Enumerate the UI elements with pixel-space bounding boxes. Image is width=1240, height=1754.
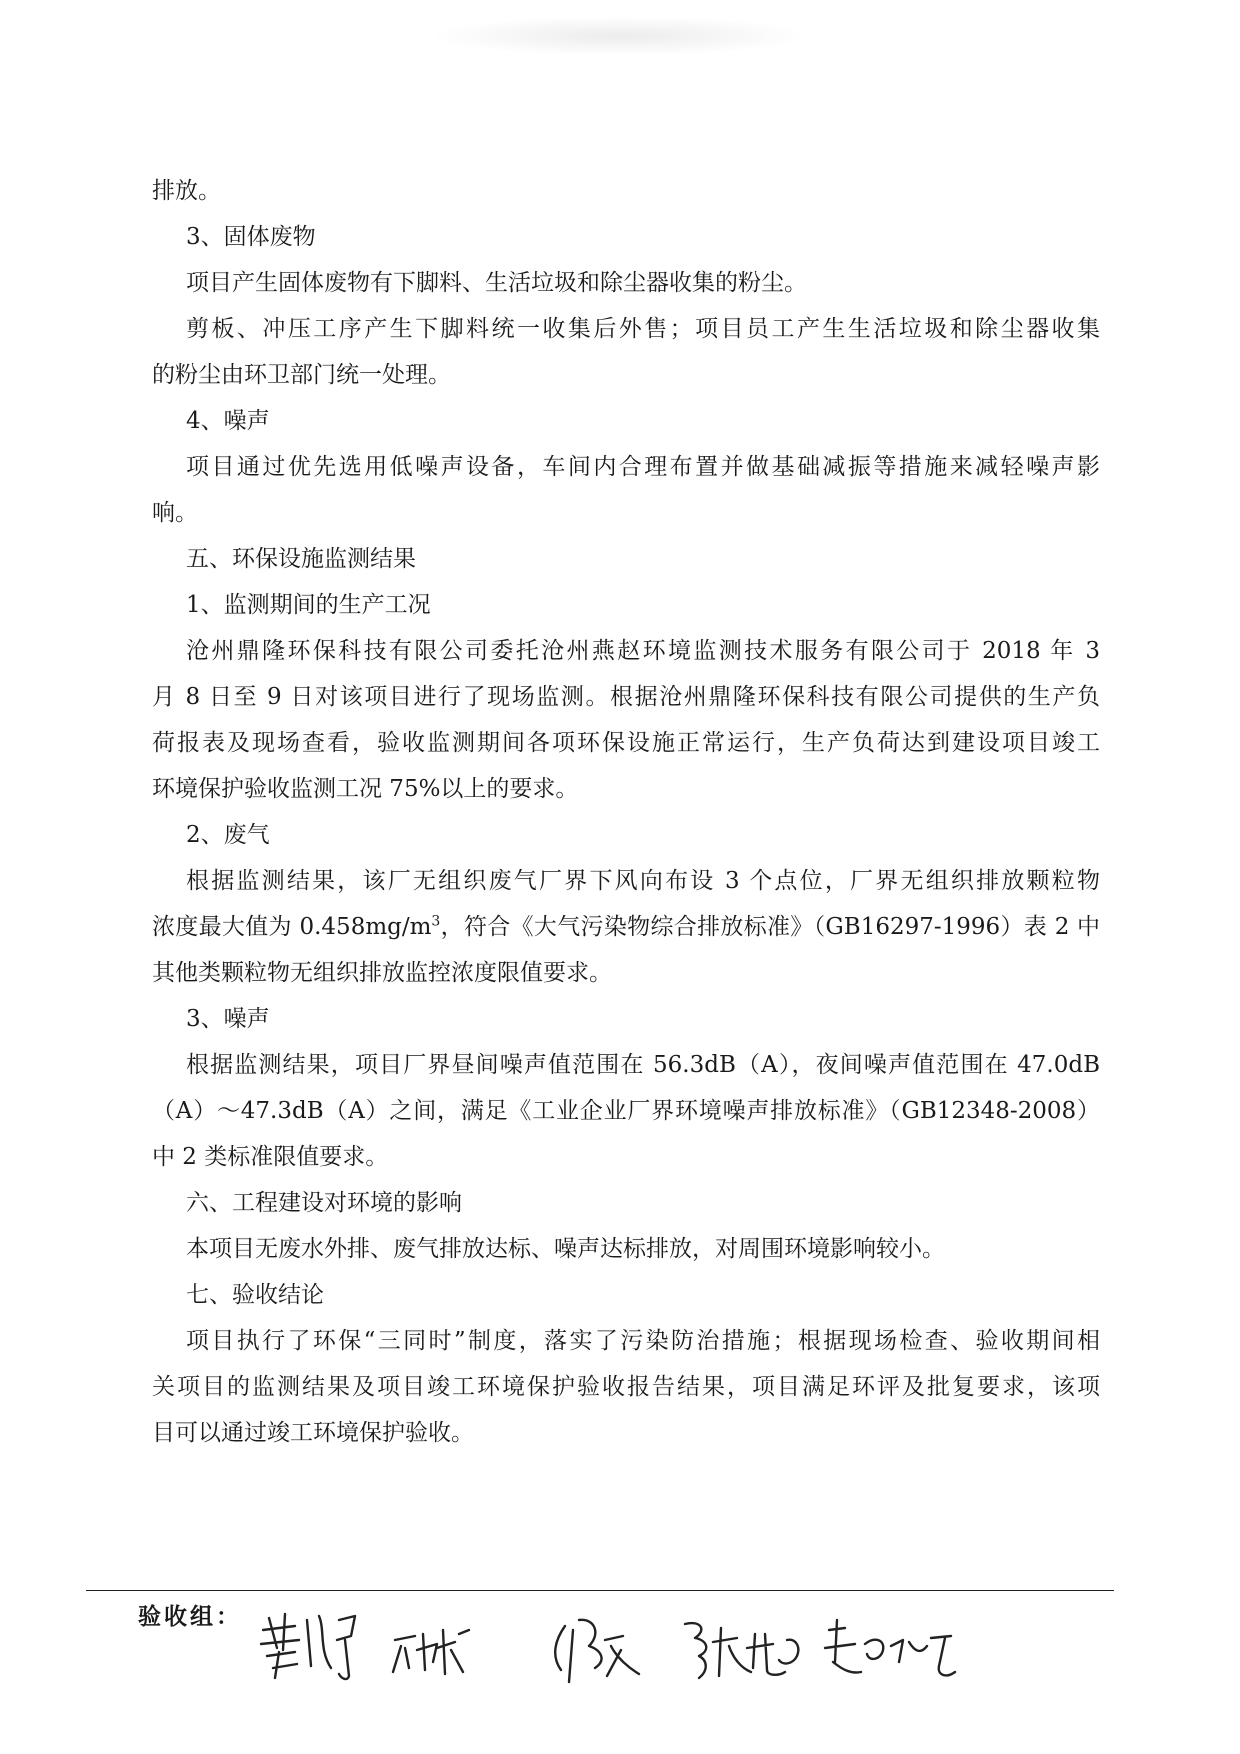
text-line: 响。 xyxy=(152,500,198,526)
text-line: 月 8 日至 9 日对该项目进行了现场监测。根据沧州鼎隆环保科技有限公司提供的生产负 xyxy=(152,684,1100,710)
text-line: 六、工程建设对环境的影响 xyxy=(186,1190,462,1216)
text-line: 1、监测期间的生产工况 xyxy=(186,592,431,618)
text-line: 七、验收结论 xyxy=(186,1282,324,1308)
document-body xyxy=(152,168,1100,1456)
text-line: 五、环保设施监测结果 xyxy=(186,546,416,572)
text-line: 浓度最大值为 $0.458mg/m^3$，符合《大气污染物综合排放标准》（GB16297-1996）表 2 中 xyxy=(152,913,1100,940)
text-line: 排放。 xyxy=(152,178,221,204)
text-line: 中 2 类标准限值要求。 xyxy=(152,1144,389,1170)
text-line: 根据监测结果，该厂无组织废气厂界下风向布设 3 个点位，厂界无组织排放颗粒物 xyxy=(186,868,1100,894)
acceptance-group-label: 验收组： xyxy=(138,1604,242,1630)
text-line: 本项目无废水外排、废气排放达标、噪声达标排放，对周围环境影响较小。 xyxy=(186,1236,945,1262)
text-line: 根据监测结果，项目厂界昼间噪声值范围在 56.3dB（A），夜间噪声值范围在 47.0dB xyxy=(186,1052,1100,1078)
text-line: 关项目的监测结果及项目竣工环境保护验收报告结果，项目满足环评及批复要求，该项 xyxy=(152,1374,1100,1400)
text-line: 荷报表及现场查看，验收监测期间各项环保设施正常运行，生产负荷达到建设项目竣工 xyxy=(152,730,1100,756)
signature-2 xyxy=(393,1630,469,1674)
text-line: 目可以通过竣工环境保护验收。 xyxy=(152,1420,474,1446)
text-line: （A）～47.3dB（A）之间，满足《工业企业厂界环境噪声排放标准》（GB12348-2008） xyxy=(152,1098,1100,1124)
text-line: 的粉尘由环卫部门统一处理。 xyxy=(152,362,451,388)
text-line: 项目通过优先选用低噪声设备，车间内合理布置并做基础减振等措施来减轻噪声影 xyxy=(186,454,1100,480)
scan-smudge xyxy=(430,16,810,56)
text-line: 项目执行了环保“三同时”制度，落实了污染防治措施；根据现场检查、验收期间相 xyxy=(186,1328,1100,1354)
signature-1 xyxy=(261,1614,355,1679)
signature-5 xyxy=(825,1620,955,1675)
text-line: 环境保护验收监测工况 75%以上的要求。 xyxy=(152,776,579,802)
superscript: 3 xyxy=(431,913,441,930)
text-line: 3、固体废物 xyxy=(186,224,316,250)
text-line: 4、噪声 xyxy=(186,408,270,434)
text-line: 剪板、冲压工序产生下脚料统一收集后外售；项目员工产生生活垃圾和除尘器收集 xyxy=(186,316,1100,342)
text-line: 2、废气 xyxy=(186,822,270,848)
text-line: 项目产生固体废物有下脚料、生活垃圾和除尘器收集的粉尘。 xyxy=(186,270,807,296)
handwritten-signatures xyxy=(255,1590,1095,1700)
text-line: 其他类颗粒物无组织排放监控浓度限值要求。 xyxy=(152,960,612,986)
signature-3 xyxy=(555,1620,639,1682)
text-line: 沧州鼎隆环保科技有限公司委托沧州燕赵环境监测技术服务有限公司于 2018 年 3 xyxy=(186,638,1100,664)
text-line: 3、噪声 xyxy=(186,1006,270,1032)
signature-4 xyxy=(685,1623,798,1678)
